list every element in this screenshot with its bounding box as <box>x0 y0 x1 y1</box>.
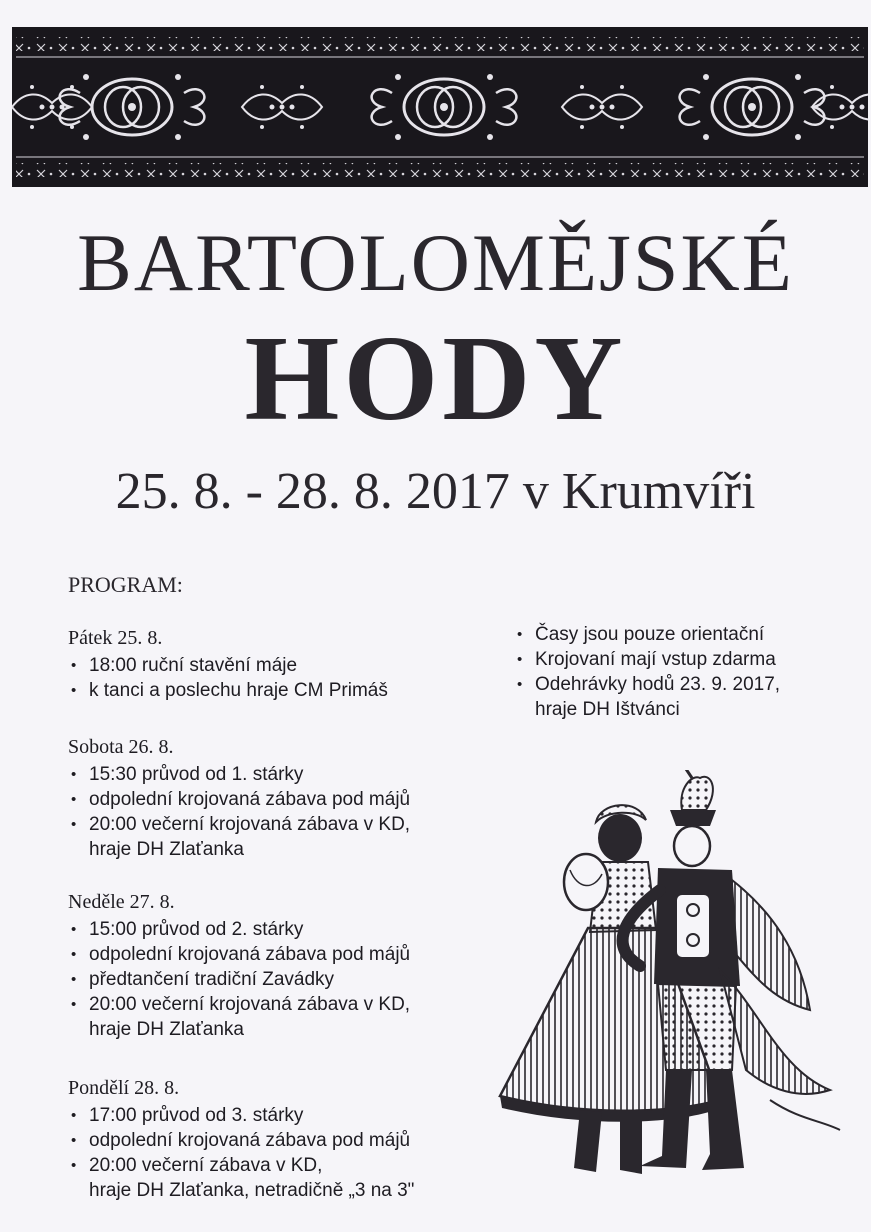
day-title: Neděle 27. 8. <box>68 891 175 913</box>
list-item: • 20:00 večerní zábava v KD, <box>71 1155 323 1176</box>
list-item-continuation: hraje DH Zlaťanka <box>89 839 244 860</box>
bullet-icon: • <box>71 682 77 699</box>
list-item: • 20:00 večerní krojovaná zábava v KD, <box>71 814 411 835</box>
day-items <box>68 762 410 862</box>
list-item: • k tanci a poslechu hraje CM Primáš <box>71 680 388 701</box>
day-items <box>68 917 410 1042</box>
event-dates: 25. 8. - 28. 8. 2017 v Krumvíři <box>115 463 756 520</box>
list-item: • 18:00 ruční stavění máje <box>71 655 298 676</box>
list-item: • Časy jsou pouze orientační <box>517 624 765 645</box>
bullet-icon: • <box>517 651 523 668</box>
notes <box>514 622 780 722</box>
day-title: Pondělí 28. 8. <box>68 1077 180 1099</box>
bullet-icon: • <box>71 921 77 938</box>
day-monday <box>68 1073 414 1203</box>
notes-items <box>514 622 780 722</box>
day-friday <box>68 623 388 703</box>
bullet-icon: • <box>517 626 523 643</box>
bullet-icon: • <box>517 676 523 693</box>
list-item-continuation: hraje DH Ištvánci <box>535 699 680 720</box>
bullet-icon: • <box>71 996 77 1013</box>
day-items <box>68 653 388 703</box>
list-item: • odpolední krojovaná zábava pod májů <box>71 944 411 965</box>
folk-dancers-illustration <box>470 770 860 1195</box>
day-sunday <box>68 887 410 1042</box>
bullet-icon: • <box>71 971 77 988</box>
list-item: • 15:30 průvod od 1. stárky <box>71 764 304 785</box>
ornament-pattern <box>12 27 868 187</box>
bullet-icon: • <box>71 766 77 783</box>
bullet-icon: • <box>71 657 77 674</box>
list-item: • odpolední krojovaná zábava pod májů <box>71 1130 411 1151</box>
list-item: • 20:00 večerní krojovaná zábava v KD, <box>71 994 411 1015</box>
bullet-icon: • <box>71 946 77 963</box>
folk-ornament-banner <box>12 27 868 187</box>
bullet-icon: • <box>71 1157 77 1174</box>
list-item: • Odehrávky hodů 23. 9. 2017, <box>517 674 781 695</box>
day-items <box>68 1103 414 1203</box>
bullet-icon: • <box>71 816 77 833</box>
day-title: Pátek 25. 8. <box>68 627 163 649</box>
list-item: • odpolední krojovaná zábava pod májů <box>71 789 411 810</box>
day-saturday <box>68 732 410 862</box>
event-title-line1: BARTOLOMĚJSKÉ <box>77 217 794 308</box>
bullet-icon: • <box>71 1132 77 1149</box>
program-heading: PROGRAM: <box>68 572 183 597</box>
list-item: • Krojovaní mají vstup zdarma <box>517 649 776 670</box>
list-item: • předtančení tradiční Zavádky <box>71 969 335 990</box>
list-item-continuation: hraje DH Zlaťanka, netradičně „3 na 3" <box>89 1180 415 1201</box>
list-item: • 15:00 průvod od 2. stárky <box>71 919 304 940</box>
day-title: Sobota 26. 8. <box>68 736 174 758</box>
bullet-icon: • <box>71 791 77 808</box>
bullet-icon: • <box>71 1107 77 1124</box>
list-item-continuation: hraje DH Zlaťanka <box>89 1019 244 1040</box>
list-item: • 17:00 průvod od 3. stárky <box>71 1105 304 1126</box>
event-title-line2: HODY <box>244 311 627 446</box>
dancers-drawing <box>470 770 860 1190</box>
